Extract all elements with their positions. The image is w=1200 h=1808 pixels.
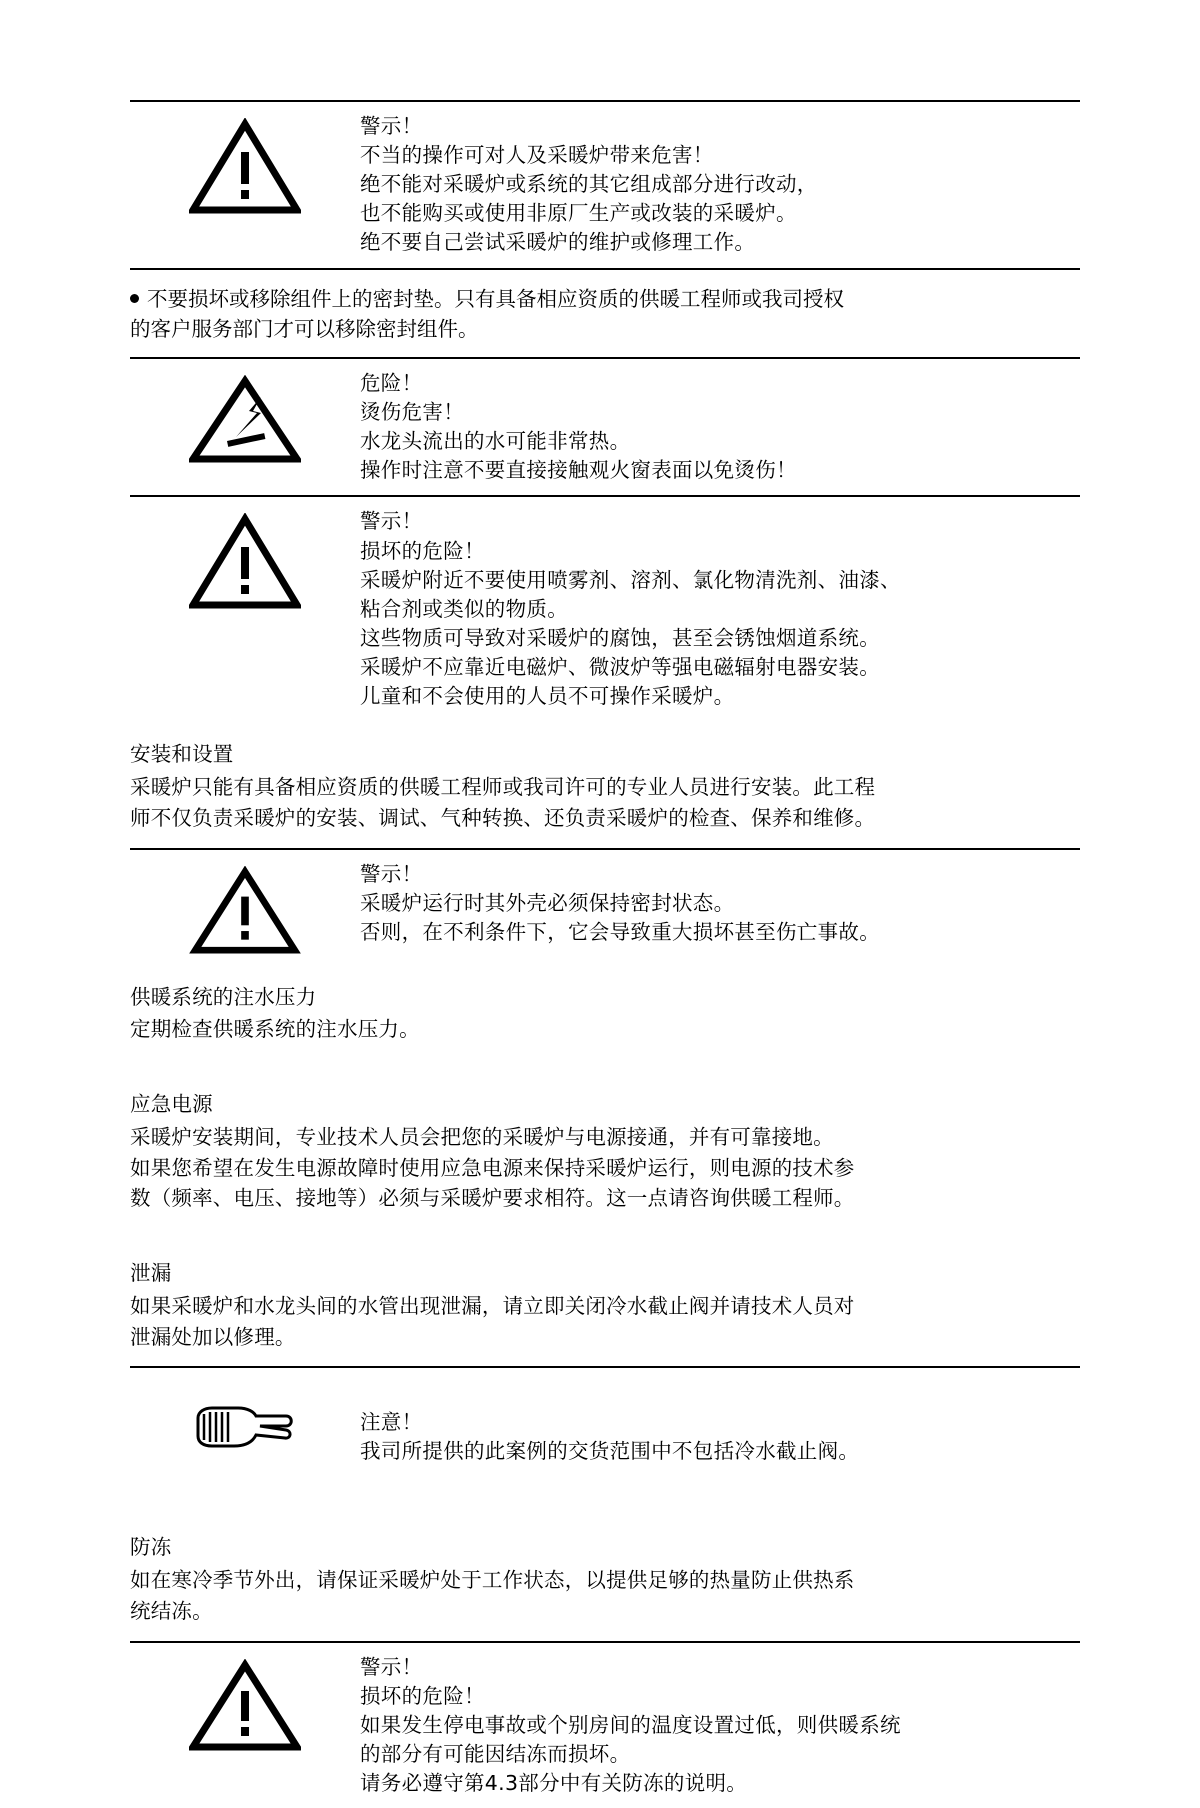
text-line: 泄漏处加以修理。 bbox=[130, 1324, 296, 1349]
warning-damage-chemicals-block bbox=[130, 497, 1080, 721]
text-line: 水龙头流出的水可能非常热。 bbox=[360, 429, 631, 454]
text-line: 请务必遵守第4.3部分中有关防冻的说明。 bbox=[360, 1771, 748, 1796]
section-leak bbox=[130, 1240, 1080, 1356]
text-line: 采暖炉安装期间，专业技术人员会把您的采暖炉与电源接通，并有可靠接地。 bbox=[130, 1124, 834, 1149]
text-line: 警示！ bbox=[360, 861, 423, 886]
text-line: 不当的操作可对人及采暖炉带来危害！ bbox=[360, 143, 714, 168]
text-line: 这些物质可导致对采暖炉的腐蚀，甚至会锈蚀烟道系统。 bbox=[360, 625, 880, 650]
section-water-pressure-title: 供暖系统的注水压力 bbox=[130, 984, 317, 1009]
text-line: 警示！ bbox=[360, 114, 423, 138]
section-install bbox=[130, 721, 1080, 837]
text-line: 定期检查供暖系统的注水压力。 bbox=[130, 1017, 420, 1042]
warning-triangle-exclamation-icon bbox=[130, 860, 360, 954]
text-line: 警示！ bbox=[360, 1654, 423, 1679]
bullet-seal-block bbox=[130, 270, 1080, 358]
text-line: 损坏的危险！ bbox=[360, 538, 485, 563]
warning-damage-chemicals-text bbox=[360, 507, 1080, 711]
section-install-title: 安装和设置 bbox=[130, 742, 234, 767]
text-line: 警示！ bbox=[360, 509, 423, 534]
spacer bbox=[130, 1049, 1080, 1071]
text-line: 师不仅负责采暖炉的安装、调试、气种转换、还负责采暖炉的检查、保养和维修。 bbox=[130, 805, 876, 830]
warning-freeze-damage-text bbox=[360, 1653, 1080, 1799]
warning-operation-text bbox=[360, 112, 1080, 258]
section-leak-body bbox=[130, 1291, 1080, 1353]
note-cold-water-valve-block bbox=[130, 1368, 1080, 1492]
text-line: 采暖炉附近不要使用喷雾剂、溶剂、氯化物清洗剂、油漆、 bbox=[360, 567, 901, 592]
spacer bbox=[130, 1218, 1080, 1240]
text-line: 采暖炉运行时其外壳必须保持密封状态。 bbox=[360, 890, 735, 915]
text-line: 绝不要自己尝试采暖炉的维护或修理工作。 bbox=[360, 230, 756, 255]
text-line: 数（频率、电压、接地等）必须与采暖炉要求相符。这一点请咨询供暖工程师。 bbox=[130, 1186, 855, 1211]
spacer bbox=[130, 1492, 1080, 1514]
section-water-pressure-body bbox=[130, 1014, 1080, 1045]
section-emergency-power bbox=[130, 1071, 1080, 1218]
bullet-text: 不要损坏或移除组件上的密封垫。只有具备相应资质的供暖工程师或我司授权 bbox=[147, 286, 844, 311]
section-emergency-power-body bbox=[130, 1122, 1080, 1214]
text-line: 危险！ bbox=[360, 371, 423, 396]
danger-scald-block bbox=[130, 359, 1080, 495]
text-line: 如果您希望在发生电源故障时使用应急电源来保持采暖炉运行，则电源的技术参 bbox=[130, 1155, 855, 1180]
text-line: 统结冻。 bbox=[130, 1598, 213, 1623]
warning-triangle-exclamation-icon bbox=[130, 507, 360, 609]
text-line: 我司所提供的此案例的交货范围中不包括冷水截止阀。 bbox=[360, 1439, 860, 1464]
warning-operation-block bbox=[130, 102, 1080, 268]
warning-triangle-exclamation-icon bbox=[130, 112, 360, 214]
bullet-dot-icon bbox=[130, 294, 139, 303]
text-line: 如果发生停电事故或个别房间的温度设置过低，则供暖系统 bbox=[360, 1712, 901, 1737]
bullet-line bbox=[130, 284, 1080, 315]
section-leak-title: 泄漏 bbox=[130, 1261, 172, 1285]
bullet-line: 的客户服务部门才可以移除密封组件。 bbox=[130, 317, 479, 342]
text-line: 的部分有可能因结冻而损坏。 bbox=[360, 1742, 631, 1767]
text-line: 如在寒冷季节外出，请保证采暖炉处于工作状态，以提供足够的热量防止供热系 bbox=[130, 1568, 855, 1593]
danger-scald-text bbox=[360, 369, 1080, 485]
section-antifreeze bbox=[130, 1514, 1080, 1630]
spacer bbox=[130, 838, 1080, 848]
text-line: 儿童和不会使用的人员不可操作采暖炉。 bbox=[360, 684, 735, 709]
note-cold-water-valve-text bbox=[360, 1394, 1080, 1466]
text-line: 粘合剂或类似的物质。 bbox=[360, 596, 568, 621]
section-water-pressure bbox=[130, 964, 1080, 1050]
text-line: 注意！ bbox=[360, 1410, 423, 1435]
text-line: 采暖炉只能有具备相应资质的供暖工程师或我司许可的专业人员进行安装。此工程 bbox=[130, 775, 876, 799]
text-line: 烫伤危害！ bbox=[360, 400, 464, 425]
text-line: 否则，在不利条件下，它会导致重大损坏甚至伤亡事故。 bbox=[360, 919, 880, 944]
spacer bbox=[130, 1631, 1080, 1641]
pointing-hand-icon bbox=[130, 1394, 360, 1452]
text-line: 采暖炉不应靠近电磁炉、微波炉等强电磁辐射电器安装。 bbox=[360, 655, 880, 680]
text-line: 如果采暖炉和水龙头间的水管出现泄漏，请立即关闭冷水截止阀并请技术人员对 bbox=[130, 1293, 855, 1318]
warning-freeze-damage-block bbox=[130, 1643, 1080, 1808]
text-line: 也不能购买或使用非原厂生产或改装的采暖炉。 bbox=[360, 201, 797, 226]
warning-triangle-exclamation-icon bbox=[130, 1653, 360, 1751]
warning-housing-sealed-text bbox=[360, 860, 1080, 947]
spacer bbox=[130, 1356, 1080, 1366]
section-install-body bbox=[130, 772, 1080, 834]
section-emergency-power-title: 应急电源 bbox=[130, 1092, 213, 1116]
section-antifreeze-body bbox=[130, 1565, 1080, 1627]
warning-triangle-hot-surface-icon bbox=[130, 369, 360, 463]
warning-housing-sealed-block bbox=[130, 850, 1080, 964]
text-line: 损坏的危险！ bbox=[360, 1683, 485, 1708]
text-line: 绝不能对采暖炉或系统的其它组成部分进行改动， bbox=[360, 172, 818, 197]
text-line: 操作时注意不要直接接触观火窗表面以免烫伤！ bbox=[360, 458, 797, 483]
section-antifreeze-title: 防冻 bbox=[130, 1535, 172, 1560]
